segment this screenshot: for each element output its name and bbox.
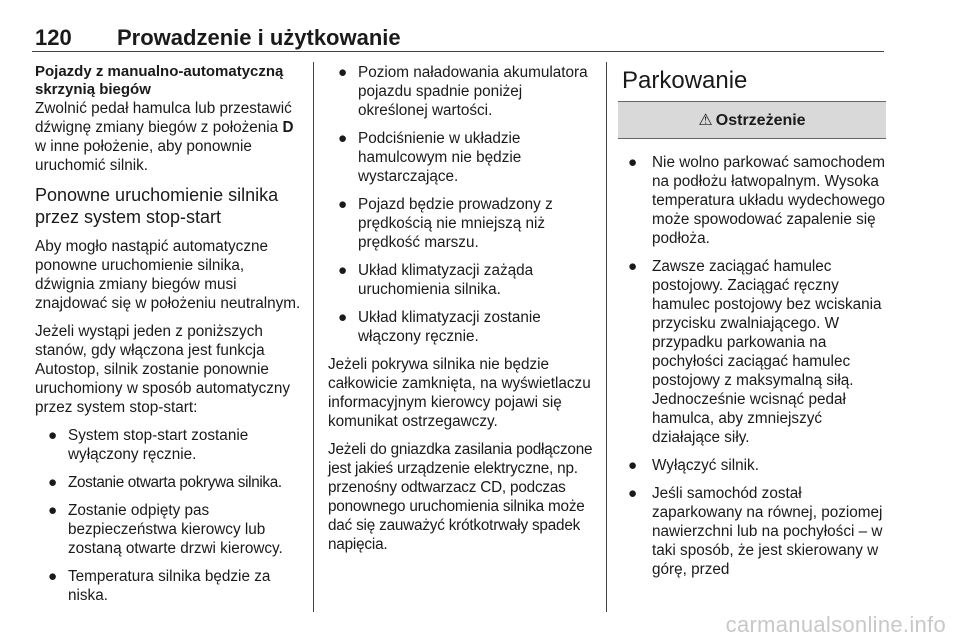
list-item: ● Jeśli samochód został zaparkowany na równej, poziomej nawierzchni lub na pochyłości – w taki sposób, że jest skierowany w górę, przed xyxy=(628,485,883,578)
column-divider xyxy=(313,62,314,612)
list-item: ● Temperatura silnika będzie za niska. xyxy=(48,568,271,604)
list-item: ● Zostanie otwarta pokrywa silnika. xyxy=(48,474,282,491)
paragraph: Aby mogło nastąpić automatyczne ponowne uruchomienie silnika, dźwignia zmiany biegów musi znajdować się w położeniu neutralnym. xyxy=(35,238,301,312)
bullet-icon: ● xyxy=(338,196,348,213)
column-middle xyxy=(328,63,596,563)
section-title: Parkowanie xyxy=(622,67,748,94)
page-header xyxy=(32,22,884,52)
running-title: Prowadzenie i użytkowanie xyxy=(117,25,401,50)
bullet-icon: ● xyxy=(48,474,58,491)
section-heading: Ponowne uruchomienie silnika przez system stop-start xyxy=(35,185,279,227)
column-left xyxy=(35,63,303,614)
list-item: ● Wyłączyć silnik. xyxy=(628,457,759,474)
list-item: ● Nie wolno parkować samochodem na podłożu łatwopalnym. Wysoka temperatura układu wydechowego może spowodować zapalenie się podłoża. xyxy=(628,154,885,247)
bullet-icon: ● xyxy=(338,262,348,279)
warning-label: Ostrzeżenie xyxy=(715,111,806,129)
page-number: 120 xyxy=(35,25,72,50)
bullet-icon: ● xyxy=(48,502,58,519)
bullet-icon: ● xyxy=(338,309,348,326)
paragraph: Jeżeli wystąpi jeden z poniższych stanów, gdy włączona jest funkcja Autostop, silnik zostanie ponownie uruchomiony w sposób automatyczny przez system stop-start: xyxy=(35,323,291,416)
bullet-icon: ● xyxy=(628,485,638,502)
bullet-icon: ● xyxy=(628,258,638,275)
bullet-list xyxy=(328,63,596,346)
bullet-icon: ● xyxy=(338,130,348,147)
bullet-icon: ● xyxy=(628,154,638,171)
section-heading: Pojazdy z manualno-automatyczną skrzynią biegów xyxy=(35,63,284,98)
list-item: ● Układ klimatyzacji zostanie włączony ręcznie. xyxy=(338,309,541,345)
list-item: ● Zawsze zaciągać hamulec postojowy. Zaciągać ręczny hamulec postojowy bez wciskania przycisku zwalniającego. W przypadku parkowania na pochyłości zaciągać hamulec postojowy z maksymalną siłą. Jednocześnie wcisnąć pedał hamulca, aby zmniejszyć działające siły. xyxy=(628,258,882,446)
paragraph: Jeżeli pokrywa silnika nie będzie całkowicie zamknięta, na wyświetlaczu informacyjnym kierowcy pojawi się komunikat ostrzegawczy. xyxy=(328,356,591,430)
bullet-icon: ● xyxy=(338,64,348,81)
bullet-list xyxy=(38,426,303,605)
gear-key: D xyxy=(282,119,294,136)
list-item: ● Podciśnienie w układzie hamulcowym nie będzie wystarczające. xyxy=(338,130,522,185)
warning-list xyxy=(622,153,886,579)
bullet-icon: ● xyxy=(48,427,58,444)
paragraph: Jeżeli do gniazdka zasilania podłączone jest jakieś urządzenie elektryczne, np. przenośny odtwarzacz CD, podczas ponownego uruchomienia silnika może dać się zauważyć krótkotrwały spadek napięcia. xyxy=(328,441,593,553)
list-item: ● System stop-start zostanie wyłączony ręcznie. xyxy=(48,427,249,463)
watermark: carmanualsonline.info xyxy=(725,612,946,637)
paragraph: Zwolnić pedał hamulca lub przestawić dźwignę zmiany biegów z położenia D w inne położenie, aby ponownie uruchomić silnik. xyxy=(35,100,294,174)
list-item: ● Układ klimatyzacji zażąda uruchomienia silnika. xyxy=(338,262,534,298)
bullet-icon: ● xyxy=(628,457,638,474)
column-divider xyxy=(606,62,607,612)
bullet-icon: ● xyxy=(48,568,58,585)
list-item: ● Pojazd będzie prowadzony z prędkością nie mniejszą niż prędkość marszu. xyxy=(338,196,553,251)
column-right xyxy=(622,63,886,588)
warning-box-header xyxy=(618,101,886,139)
list-item: ● Poziom naładowania akumulatora pojazdu spadnie poniżej określonej wartości. xyxy=(338,64,588,119)
warning-icon: ⚠ xyxy=(698,111,713,129)
header-rule xyxy=(32,51,884,52)
list-item: ● Zostanie odpięty pas bezpieczeństwa kierowcy lub zostaną otwarte drzwi kierowcy. xyxy=(48,502,283,557)
